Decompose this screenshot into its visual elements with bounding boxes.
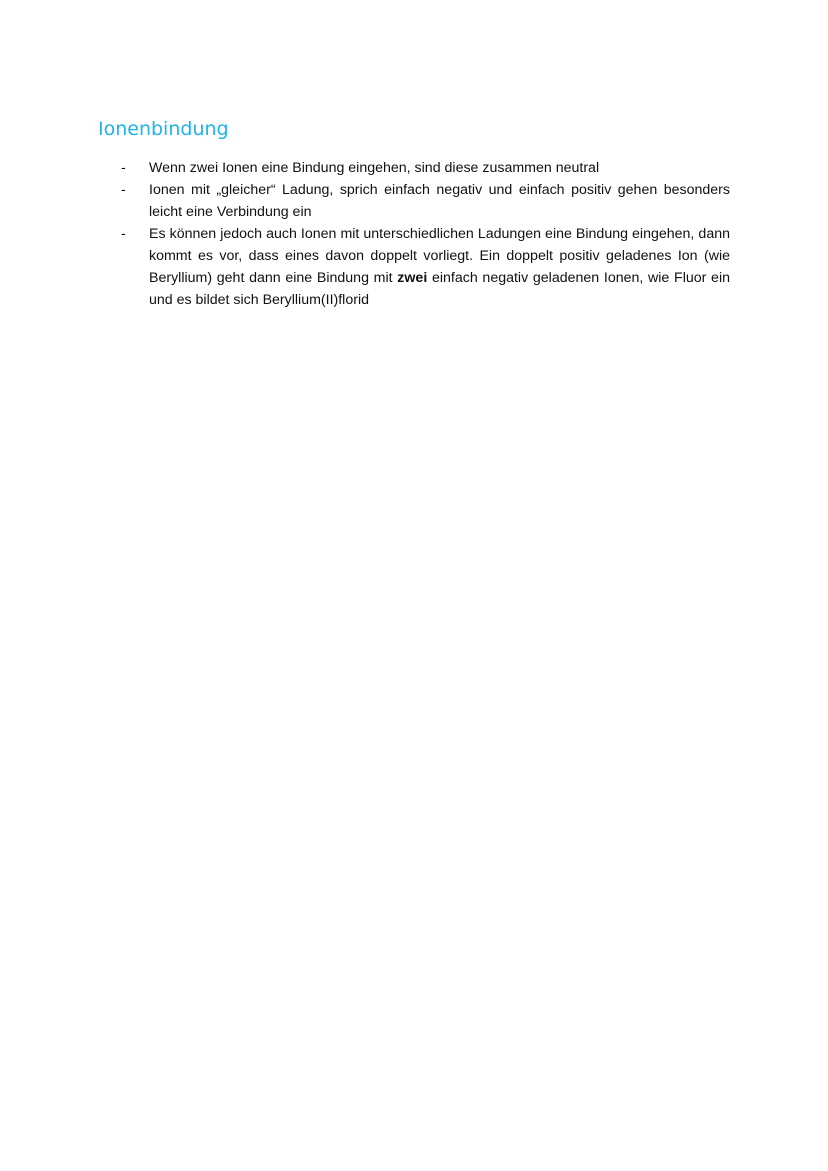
list-item-text-part: Es können jedoch auch Ionen mit unterschiedlichen Ladungen eine Bindung eingehen, dann kommt es vor, dass eines davon doppelt vorliegt. Ein doppelt positiv geladenes Ion (wie Beryllium) geht dann eine Bindung mit <box>149 226 730 286</box>
emphasized-word: zwei <box>397 270 428 286</box>
section-heading: Ionenbindung <box>98 118 229 140</box>
list-item <box>121 157 730 179</box>
bullet-dash: - <box>121 182 126 198</box>
list-item <box>121 223 730 311</box>
list-item <box>121 179 730 223</box>
list-item-text: Wenn zwei Ionen eine Bindung eingehen, sind diese zusammen neutral <box>149 160 600 176</box>
bullet-dash: - <box>121 226 126 242</box>
list-item-text: Ionen mit „gleicher“ Ladung, sprich einfach negativ und einfach positiv gehen besonders leicht eine Verbindung ein <box>149 182 730 220</box>
bullet-dash: - <box>121 160 126 176</box>
bullet-list <box>121 157 730 311</box>
list-item-text <box>149 223 730 311</box>
list-item-text-part: einfach negativ geladenen Ionen, wie Fluor ein und es bildet sich Beryllium(II)florid <box>149 270 730 308</box>
